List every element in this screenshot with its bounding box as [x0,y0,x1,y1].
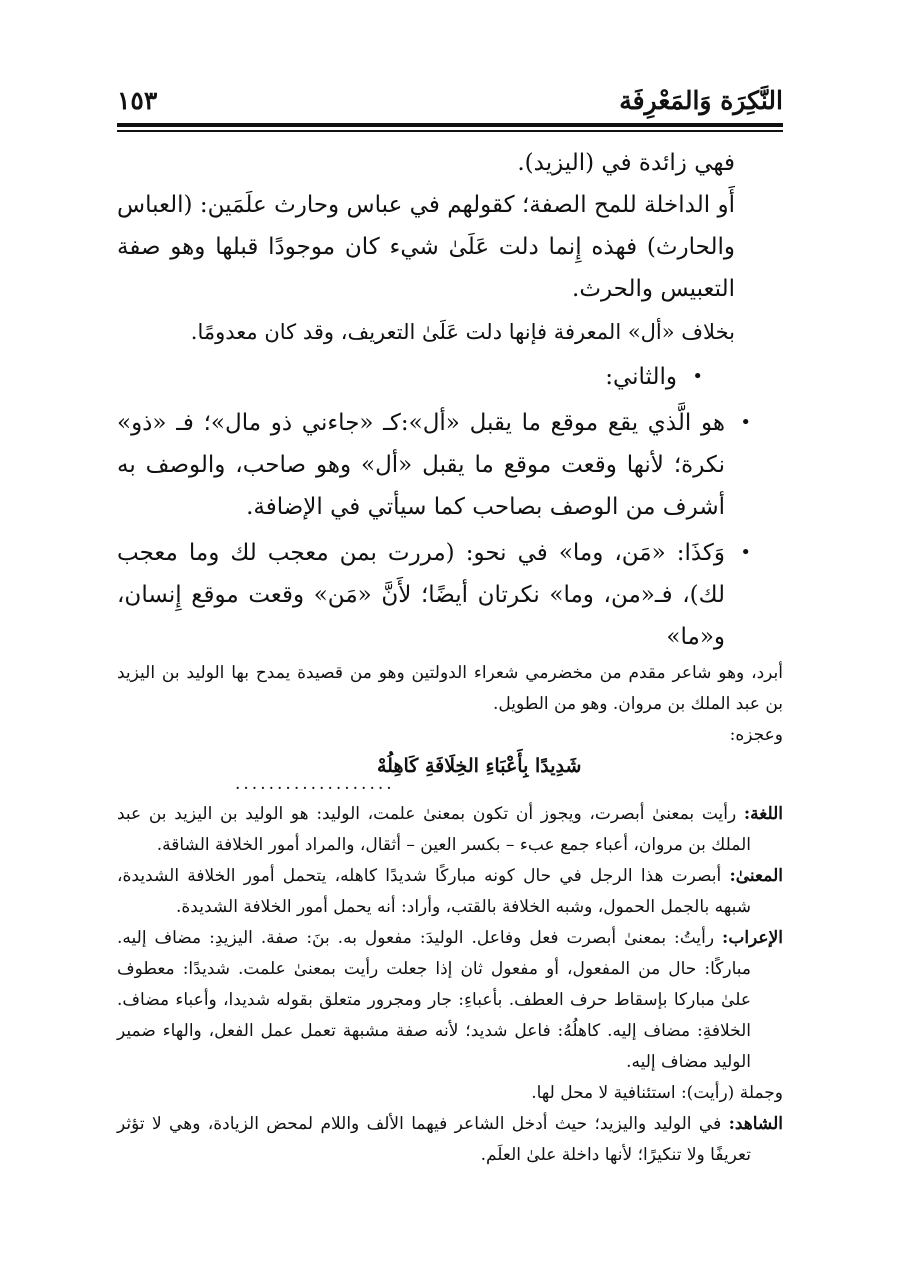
paragraph-3: بخلاف «أل» المعرفة فإنها دلت عَلَىٰ التعريف، وقد كان معدومًا. [190,320,735,344]
mana-label: المعنىٰ: [729,866,783,886]
irab-text: رأيتُ: بمعنىٰ أبصرت فعل وفاعل. الوليدَ: مفعول به. بنَ: صفة. اليزيدِ: مضاف إليه. مباركًا: حال من المفعول، أو مفعول ثان إذا جعلت رأيت بمعنىٰ علمت. شديدًا: معطوف علىٰ مباركا بإسقاط حرف العطف. بأعباءِ: جار ومجرور متعلق بقوله شديدا، وأعباء مضاف. الخلافةِ: مضاف إليه. كاهلُهُ: فاعل شديد؛ لأنه صفة مشبهة تعمل عمل الفعل، والهاء ضمير الوليد مضاف إليه. [117,928,751,1072]
header-rule-thick [117,123,783,127]
footnote-lugha [117,799,783,861]
main-text [117,142,783,662]
bullet-heading: والثاني: [605,364,677,390]
bullet-item-2 [117,532,755,658]
lugha-text: رأيت بمعنىٰ أبصرت، ويجوز أن تكون بمعنىٰ علمت، الوليد: هو الوليد بن اليزيد بن عبد الملك بن مروان، أعباء جمع عبء – بكسر العين – أثقال، والمراد أمور الخلافة الشاقة. [117,804,751,855]
shahid-label: الشاهد: [728,1114,783,1134]
verse-dots: ................... [235,774,395,794]
bullet-heading-item [117,356,755,398]
footnote-irab [117,923,783,1078]
irab-label: الإعراب: [722,928,783,948]
header-rule-thin [117,130,783,132]
paragraph-2: أَو الداخلة للمح الصفة؛ كقولهم في عباس وحارث علَمَين: (العباس والحارث) فهذه إِنما دلت عَلَىٰ شيء كان موجودًا قبلها وهو صفة التعبيس والحرث. [117,192,735,302]
bullet-item-1 [117,402,755,528]
verse-text: شَدِيدًا بِأَعْبَاءِ الخِلَافَةِ كَاهِلُهْ [377,755,582,777]
mana-text: أبصرت هذا الرجل في حال كونه مباركًا شديدًا كاهله، يتحمل أمور الخلافة الشديدة، شبهه بالجمل الحمول، وشبه الخلافة بالقتب، وأراد: أنه يحمل أمور الخلافة الشديدة. [117,866,751,917]
footnote-ajuz-label: وعجزه: [729,725,783,745]
bullet-text-2: وَكذَا: «مَن، وما» في نحو: (مررت بمن معجب لك وما معجب لك)، فـ«من، وما» نكرتان أيضًا؛ لأَنَّ «مَن» وقعت موقع إِنسان، و«ما» [117,540,725,650]
paragraph-line1: فهي زائدة في (اليزيد). [517,150,735,176]
verse-line [117,751,783,799]
page-number: ١٥٣ [117,86,158,115]
footnote-jumla: وجملة (رأيت): استئنافية لا محل لها. [531,1083,783,1103]
footnote-shahid [117,1109,783,1171]
bullet-icon: • [740,412,751,433]
bullet-icon: • [740,542,751,563]
shahid-text: في الوليد واليزيد؛ حيث أدخل الشاعر فيهما الألف واللام لمحض الزيادة، وهي لا تؤثر تعريفًا ولا تنكيرًا؛ لأنها داخلة علىٰ العلَم. [117,1114,751,1165]
running-title: النَّكِرَة وَالمَعْرِفَة [619,86,783,115]
bullet-list [117,356,783,658]
bullet-text-1: هو الَّذي يقع موقع ما يقبل «أل»:كـ «جاءني ذو مال»؛ فـ «ذو» نكرة؛ لأنها وقعت موقع ما يقبل «أل» وهو صاحب، والوصف به أشرف من الوصف بصاحب كما سيأتي في الإضافة. [117,410,725,520]
page-header [117,82,783,122]
footnotes [117,658,783,1171]
footnote-mana [117,861,783,923]
bullet-icon: • [692,366,703,387]
footnote-poet: أبرد، وهو شاعر مقدم من مخضرمي شعراء الدولتين وهو من قصيدة يمدح بها الوليد بن اليزيد بن عبد الملك بن مروان. وهو من الطويل. [117,663,783,714]
lugha-label: اللغة: [743,804,784,824]
